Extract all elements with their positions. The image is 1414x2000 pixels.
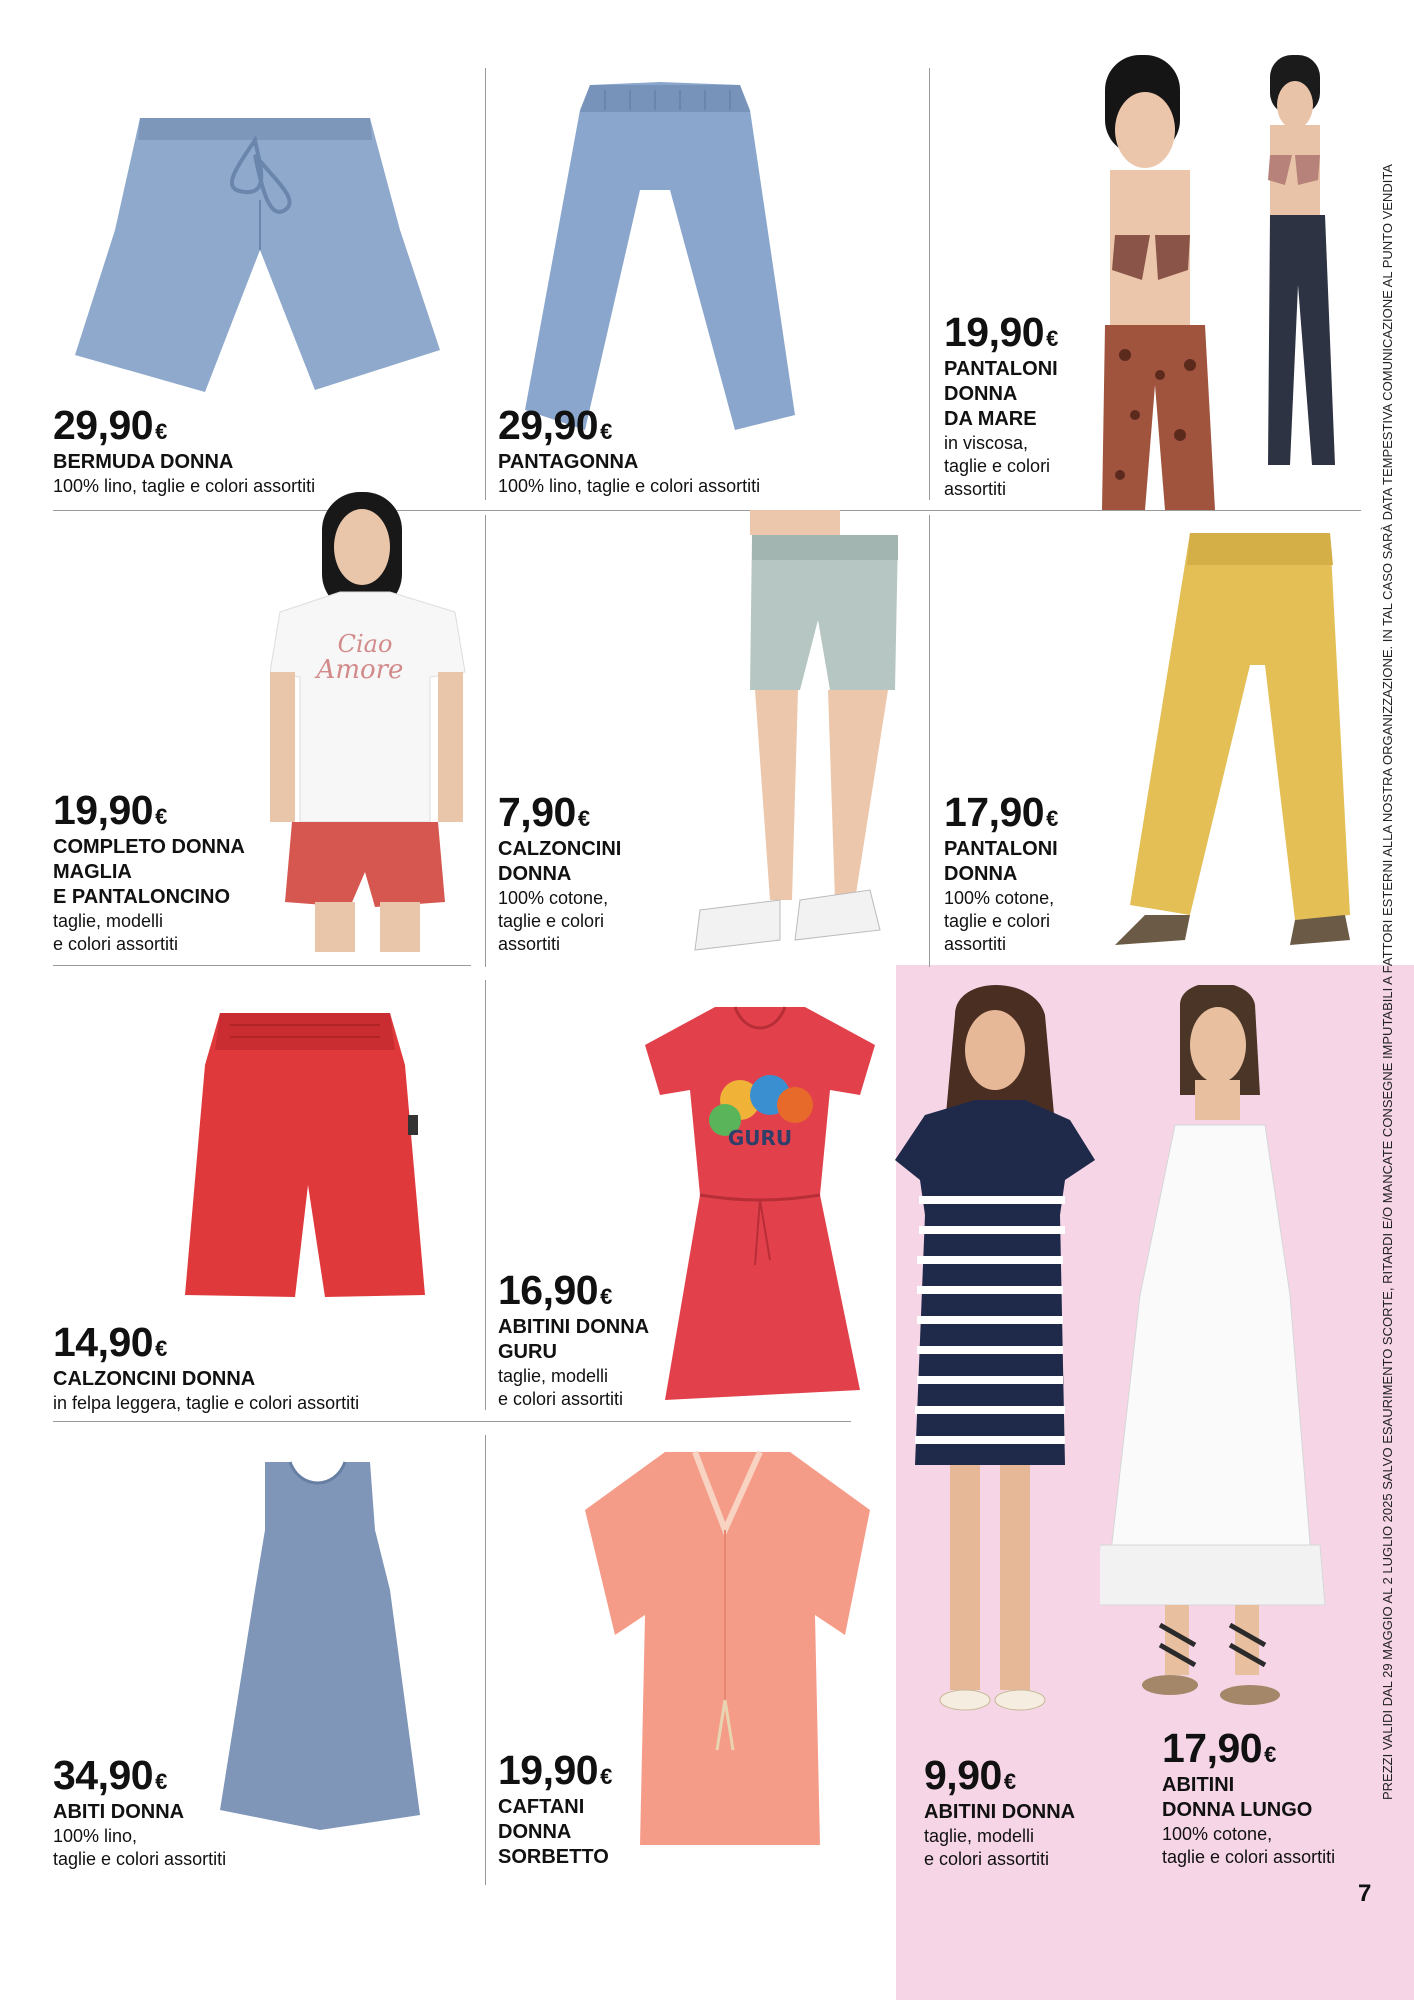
product-description: in felpa leggera, taglie e colori assortiti xyxy=(53,1393,360,1413)
cotton-shorts-model-image xyxy=(680,510,905,955)
product-calzoncini-donna-cotone xyxy=(498,789,622,956)
guru-red-dress-image xyxy=(645,1005,875,1405)
blue-linen-dress-image xyxy=(215,1460,435,1830)
product-name: ABITINI DONNA GURU xyxy=(498,1316,650,1363)
product-name: CALZONCINI DONNA xyxy=(498,838,622,885)
column-divider xyxy=(929,515,930,967)
price: 14,90€ xyxy=(53,1319,167,1365)
product-calzoncini-donna-felpa xyxy=(53,1319,360,1415)
product-description: 100% lino, taglie e colori assortiti xyxy=(53,1826,227,1869)
product-abitini-donna xyxy=(924,1752,1076,1871)
beach-trousers-models-image xyxy=(1080,55,1360,510)
denim-wide-trousers-image xyxy=(520,80,800,435)
column-divider xyxy=(485,515,486,967)
product-name: ABITINI DONNA xyxy=(924,1801,1076,1823)
product-abitini-donna-guru xyxy=(498,1267,650,1411)
yellow-trousers-image xyxy=(1115,515,1355,955)
page-number: 7 xyxy=(1358,1880,1372,1907)
product-caftani-donna-sorbetto xyxy=(498,1747,612,1870)
price: 9,90€ xyxy=(924,1752,1016,1798)
product-description: in viscosa, taglie e colori assortiti xyxy=(944,433,1051,499)
product-description: 100% cotone, taglie e colori assortiti xyxy=(498,888,609,954)
product-name: PANTAGONNA xyxy=(498,451,639,473)
product-name: CAFTANI DONNA SORBETTO xyxy=(498,1796,609,1868)
product-description: taglie, modelli e colori assortiti xyxy=(53,911,179,954)
product-bermuda-donna xyxy=(53,402,316,498)
price: 16,90€ xyxy=(498,1267,612,1313)
product-description: taglie, modelli e colori assortiti xyxy=(498,1366,624,1409)
guru-logo-text: GURU xyxy=(727,1126,793,1150)
column-divider xyxy=(929,68,930,500)
product-description: 100% cotone, taglie e colori assortiti xyxy=(1162,1824,1336,1867)
row-divider xyxy=(53,1421,851,1422)
price: 34,90€ xyxy=(53,1752,167,1798)
product-description: 100% lino, taglie e colori assortiti xyxy=(498,476,761,496)
denim-bermuda-shorts-image xyxy=(70,110,440,400)
product-pantaloni-donna-da-mare xyxy=(944,309,1058,501)
product-abitini-donna-lungo xyxy=(1162,1725,1336,1869)
product-name: ABITI DONNA xyxy=(53,1801,185,1823)
validity-note: PREZZI VALIDI DAL 29 MAGGIO AL 2 LUGLIO 2025 SALVO ESAURIMENTO SCORTE, RITARDI E/O MANCATE CONSEGNE IMPUTABILI A FATTORI ESTERNI ALLA NOSTRA ORGANIZZAZIONE. IN TAL CASO SARÀ DATA TEMPESTIVA COMUNICAZIONE AL PUNTO VENDITA xyxy=(1380,164,1395,1800)
price: 19,90€ xyxy=(944,309,1058,355)
product-name: PANTALONI DONNA xyxy=(944,838,1058,885)
product-pantaloni-donna xyxy=(944,789,1058,956)
row-divider xyxy=(53,965,471,966)
column-divider xyxy=(485,1435,486,1885)
product-description: 100% lino, taglie e colori assortiti xyxy=(53,476,316,496)
price: 19,90€ xyxy=(498,1747,612,1793)
product-completo-donna xyxy=(53,787,245,956)
price: 17,90€ xyxy=(1162,1725,1276,1771)
product-pantagonna xyxy=(498,402,761,498)
product-name: BERMUDA DONNA xyxy=(53,451,234,473)
product-name: ABITINI DONNA LUNGO xyxy=(1162,1774,1313,1821)
product-name: COMPLETO DONNA MAGLIA E PANTALONCINO xyxy=(53,836,245,908)
price: 29,90€ xyxy=(53,402,167,448)
product-name: PANTALONI DONNA DA MARE xyxy=(944,358,1058,430)
price: 17,90€ xyxy=(944,789,1058,835)
tshirt-shorts-set-image xyxy=(270,492,470,952)
column-divider xyxy=(485,68,486,500)
red-fleece-shorts-image xyxy=(180,1005,425,1305)
price: 19,90€ xyxy=(53,787,167,833)
price: 7,90€ xyxy=(498,789,590,835)
white-long-dress-model-image xyxy=(1100,985,1330,1725)
tshirt-print-line2: Amore xyxy=(316,655,404,685)
tshirt-print-line1: Ciao xyxy=(337,630,393,658)
product-description: taglie, modelli e colori assortiti xyxy=(924,1826,1050,1869)
product-description: 100% cotone, taglie e colori assortiti xyxy=(944,888,1055,954)
product-abiti-donna xyxy=(53,1752,227,1871)
column-divider xyxy=(485,980,486,1410)
price: 29,90€ xyxy=(498,402,612,448)
product-name: CALZONCINI DONNA xyxy=(53,1368,256,1390)
coral-caftan-image xyxy=(585,1450,870,1855)
